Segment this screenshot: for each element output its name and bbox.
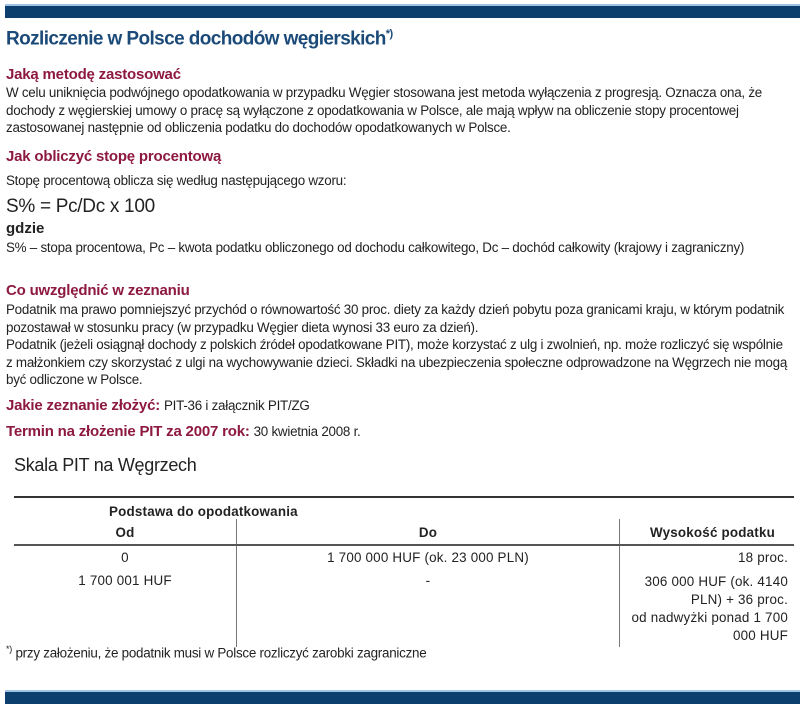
footnote-text: przy założeniu, że podatnik musi w Polsce rozliczyć zarobki zagraniczne [15,645,427,661]
which-return-line [6,397,310,414]
section-body-return-2: Podatnik (jeżeli osiągnął dochody z polskich źródeł opodatkowane PIT), może korzystać z ulg i zwolnień, np. może rozliczyć się wspólnie z małżonkiem czy skorzystać z ulgi na wychowywanie dzieci. Składki na ubezpieczenia społeczne odprowadzone na Węgrzech nie mogą być odliczone w Polsce. [6,337,788,387]
tax-scale-table [14,496,794,647]
section-body-return-1: Podatnik ma prawo pomniejszyć przychód o równowartość 30 proc. diety za każdy dzień pobytu poza granicami kraju, w którym podatnik pozostawał w stosunku pracy (w przypadku Węgier dieta wynosi 33 euro za dzień). [6,302,785,335]
bottom-banner-bar [5,690,800,704]
cell-tax-line: 18 proc. [738,550,788,565]
deadline-line [6,423,361,440]
footnote-mark: *) [6,644,12,654]
footnote [6,644,426,660]
section-body-method: W celu uniknięcia podwójnego opodatkowania w przypadku Węgier stosowana jest metoda wyłączenia z progresją. Oznacza ona, że dochody z węgierskiej umowy o pracę są wyłączone z opodatkowania w Polsce, ale mają wpływ na obliczenie stopy procentowej zastosowanej następnie od obliczenia podatku do dochodów opodatkowanych w Polsce. [6,85,763,135]
where-text: S% – stopa procentowa, Pc – kwota podatku obliczonego od dochodu całkowitego, Dc – dochód całkowity (krajowy i zagraniczny) [6,240,745,255]
section-heading-rate: Jak obliczyć stopę procentową [6,148,222,165]
deadline-value: 30 kwietnia 2008 r. [253,424,361,439]
table-row [14,567,794,647]
section-heading-method: Jaką metodę zastosować [6,66,181,83]
cell-from: 0 [14,545,237,567]
which-return-value: PIT-36 i załącznik PIT/ZG [163,398,310,413]
col-header-tax: Wysokość podatku [620,519,795,545]
section-body-rate: Stopę procentową oblicza się według następującego wzoru: [6,173,347,188]
which-return-label: Jakie zeznanie złożyć: [6,397,161,414]
cell-tax-line: 306 000 HUF (ok. 4140 PLN) + 36 proc. [644,574,788,607]
table-row [14,545,794,567]
group-header: Podstawa do opodatkowania [109,504,298,519]
cell-to: - [237,567,620,647]
footnote-mark: *) [385,28,393,40]
table-title: Skala PIT na Węgrzech [14,455,197,475]
table-header-row [14,519,794,545]
cell-tax [620,545,795,567]
where-label: gdzie [6,220,45,237]
cell-from: 1 700 001 HUF [14,567,237,647]
deadline-label: Termin na złożenie PIT za 2007 rok: [6,423,250,440]
top-banner-bar [5,4,800,18]
page-title [6,28,393,50]
cell-to: 1 700 000 HUF (ok. 23 000 PLN) [237,545,620,567]
section-heading-return: Co uwzględnić w zeznaniu [6,282,190,299]
title-text: Rozliczenie w Polsce dochodów węgierskich [6,28,386,50]
table-group-header-row [14,497,794,519]
col-header-to: Do [237,519,620,545]
formula: S% = Pc/Dc x 100 [6,196,155,217]
col-header-from: Od [14,519,237,545]
cell-tax [620,567,795,647]
cell-tax-line: od nadwyżki ponad 1 700 000 HUF [631,610,788,643]
